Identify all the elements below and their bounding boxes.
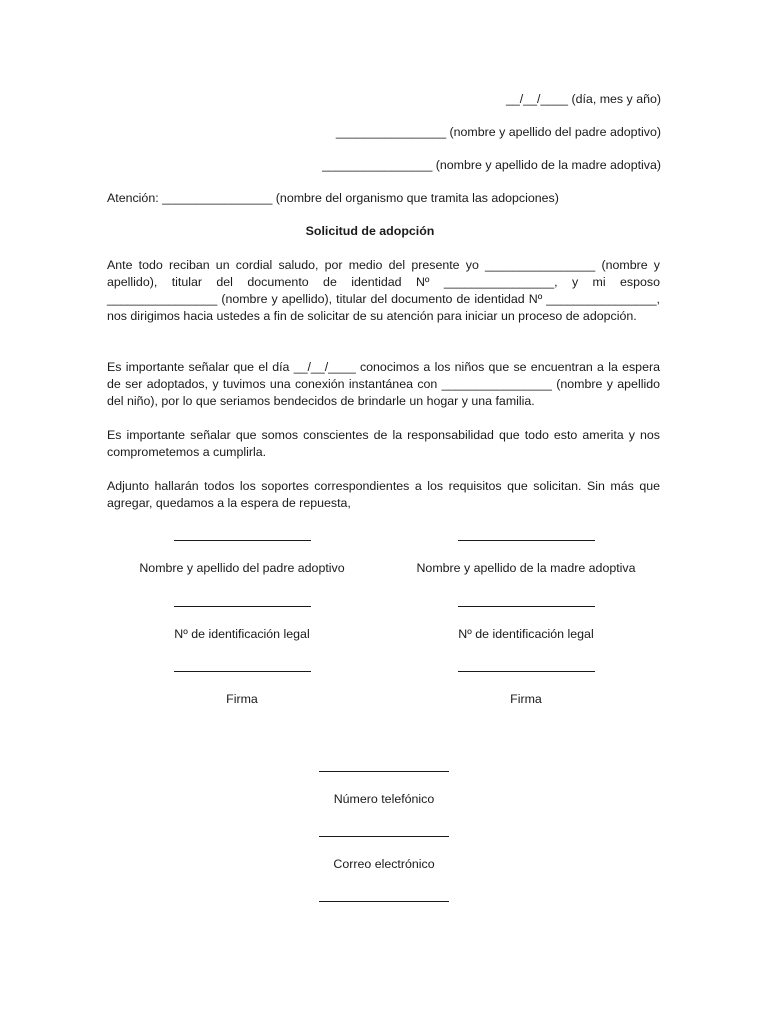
- signature-line: [234, 759, 534, 777]
- signature-line: [234, 889, 534, 907]
- signature-line: [92, 659, 392, 677]
- attention-line: Atención: ________________ (nombre del organismo que tramita las adopciones): [107, 191, 559, 205]
- mother-name-label: Nombre y apellido de la madre adoptiva: [416, 561, 636, 575]
- signature-line: [376, 659, 676, 677]
- signature-line: [376, 594, 676, 612]
- paragraph-meeting: Es importante señalar que el día __/__/____ conocimos a los niños que se encuentran a la espera de ser adoptados, y tuvimos una conexión instantánea con ________________ (nombre y apellido del niño), por lo que seriamos bendecidos de brindarle un hogar y una familia.: [107, 360, 660, 408]
- signature-line: [376, 528, 676, 546]
- paragraph-responsibility: Es importante señalar que somos conscientes de la responsabilidad que todo esto amerita y nos comprometemos a cumplirla.: [107, 428, 660, 459]
- document-title: Solicitud de adopción: [305, 224, 435, 238]
- father-name-label: Nombre y apellido del padre adoptivo: [139, 561, 345, 575]
- father-id-label: Nº de identificación legal: [174, 627, 310, 641]
- mother-signature-label: Firma: [510, 692, 542, 706]
- father-signature-label: Firma: [226, 692, 258, 706]
- email-label: Correo electrónico: [333, 857, 435, 871]
- signature-line: [92, 594, 392, 612]
- paragraph-intro: Ante todo reciban un cordial saludo, por medio del presente yo ________________ (nombre y apellido), titular del documento de identidad Nº ________________, y mi esposo ________________ (nombre y apellido), titular del documento de identidad Nº ________________, nos dirigimos hacia ustedes a fin de solicitar de su atención para iniciar un proceso de adopción.: [107, 258, 660, 323]
- phone-label: Número telefónico: [333, 792, 435, 806]
- paragraph-closing: Adjunto hallarán todos los soportes correspondientes a los requisitos que solicitan. Sin más que agregar, quedamos a la espera de repuesta,: [107, 479, 660, 510]
- father-name-line: ________________ (nombre y apellido del padre adoptivo): [335, 125, 661, 139]
- mother-name-line: ________________ (nombre y apellido de la madre adoptiva): [322, 158, 661, 172]
- signature-line: [234, 824, 534, 842]
- date-line: __/__/____ (día, mes y año): [506, 92, 661, 106]
- mother-id-label: Nº de identificación legal: [458, 627, 594, 641]
- signature-line: [92, 528, 392, 546]
